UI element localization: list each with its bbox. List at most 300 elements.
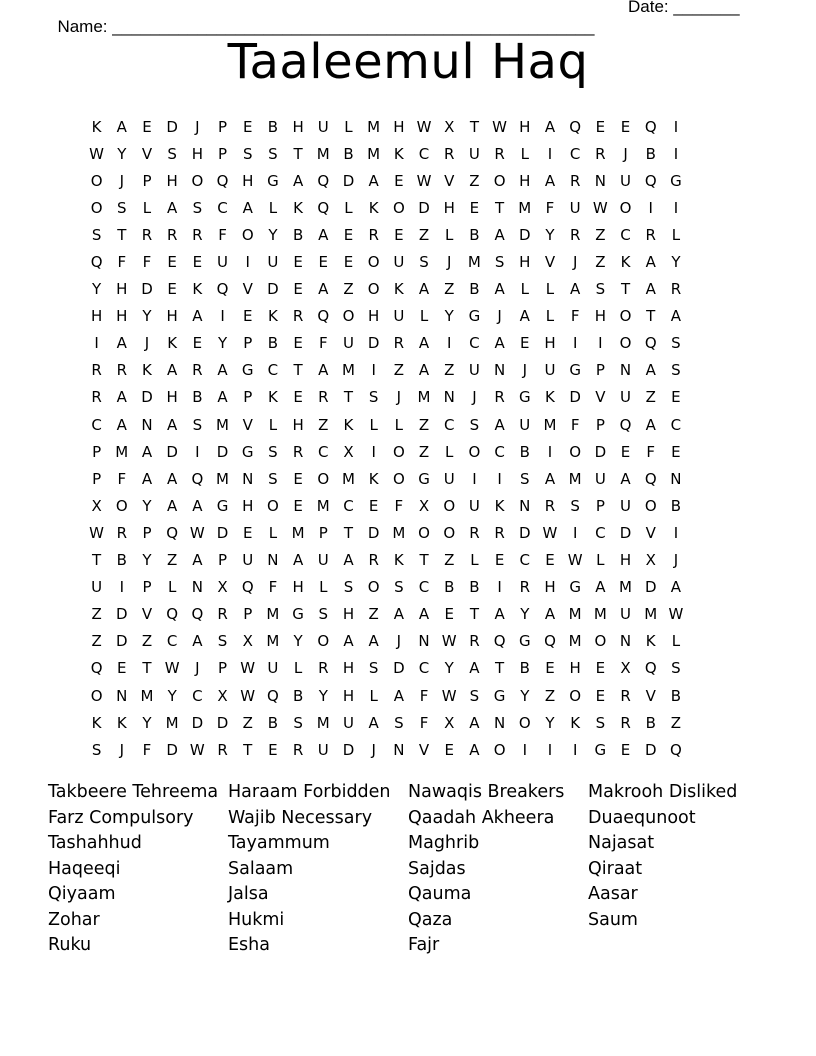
grid-letter[interactable]: Z (595, 253, 606, 272)
grid-letter[interactable]: R (292, 307, 304, 326)
grid-letter[interactable]: L (268, 523, 278, 542)
grid-letter[interactable]: N (519, 496, 531, 515)
grid-letter[interactable]: P (218, 551, 228, 570)
grid-letter[interactable]: U (594, 469, 606, 488)
grid-letter[interactable]: S (368, 659, 379, 678)
grid-letter[interactable]: L (445, 442, 454, 461)
grid-letter[interactable]: J (673, 551, 679, 570)
grid-letter[interactable]: G (468, 307, 481, 326)
grid-letter[interactable]: S (671, 334, 681, 353)
grid-letter[interactable]: H (443, 198, 455, 217)
grid-letter[interactable]: F (570, 415, 580, 434)
grid-letter[interactable]: T (293, 144, 303, 163)
grid-letter[interactable]: H (166, 171, 178, 190)
grid-letter[interactable]: H (393, 117, 405, 136)
grid-letter[interactable]: O (367, 253, 380, 272)
grid-letter[interactable]: A (544, 469, 556, 488)
grid-letter[interactable]: I (648, 198, 653, 217)
grid-letter[interactable]: E (671, 442, 681, 461)
grid-letter[interactable]: B (469, 578, 480, 597)
grid-letter[interactable]: Q (216, 171, 229, 190)
grid-letter[interactable]: L (545, 307, 555, 326)
grid-letter[interactable]: X (645, 551, 656, 570)
grid-letter[interactable]: A (217, 388, 228, 407)
grid-letter[interactable]: D (418, 198, 430, 217)
grid-letter[interactable]: E (242, 307, 253, 326)
grid-letter[interactable]: W (240, 686, 256, 705)
grid-letter[interactable]: F (117, 469, 127, 488)
grid-letter[interactable]: E (595, 117, 606, 136)
grid-letter[interactable]: B (444, 578, 455, 597)
grid-letter[interactable]: M (568, 632, 582, 651)
grid-letter[interactable]: Q (670, 740, 682, 759)
grid-letter[interactable]: R (569, 225, 581, 244)
grid-letter[interactable]: R (645, 225, 656, 244)
grid-letter[interactable]: I (119, 578, 124, 597)
grid-letter[interactable]: G (518, 632, 531, 651)
grid-letter[interactable]: R (292, 442, 304, 461)
grid-letter[interactable]: O (644, 496, 657, 515)
grid-letter[interactable]: Y (293, 632, 303, 651)
grid-letter[interactable]: Q (166, 523, 179, 542)
grid-letter[interactable]: R (368, 225, 379, 244)
grid-letter[interactable]: M (316, 496, 330, 515)
grid-letter[interactable]: X (444, 117, 455, 136)
grid-letter[interactable]: Q (166, 605, 179, 624)
grid-letter[interactable]: R (217, 740, 228, 759)
grid-letter[interactable]: O (90, 198, 103, 217)
grid-letter[interactable]: A (645, 361, 656, 380)
grid-letter[interactable]: B (192, 388, 203, 407)
grid-letter[interactable]: Q (317, 171, 330, 190)
grid-letter[interactable]: G (241, 442, 254, 461)
grid-letter[interactable]: G (670, 171, 682, 190)
grid-letter[interactable]: K (267, 307, 278, 326)
grid-letter[interactable]: E (620, 442, 631, 461)
grid-letter[interactable]: D (367, 523, 380, 542)
grid-letter[interactable]: B (267, 334, 279, 353)
grid-letter[interactable]: Z (444, 551, 455, 570)
grid-letter[interactable]: U (468, 144, 480, 163)
grid-letter[interactable]: Z (141, 632, 153, 651)
grid-letter[interactable]: N (242, 469, 254, 488)
grid-letter[interactable]: K (142, 361, 152, 380)
grid-letter[interactable]: H (292, 117, 304, 136)
grid-letter[interactable]: V (418, 740, 430, 759)
grid-letter[interactable]: A (167, 361, 178, 380)
grid-letter[interactable]: R (519, 578, 530, 597)
grid-letter[interactable]: W (668, 605, 684, 624)
grid-letter[interactable]: S (293, 713, 303, 732)
grid-letter[interactable]: F (318, 334, 328, 353)
grid-letter[interactable]: K (570, 713, 581, 732)
grid-letter[interactable]: T (117, 225, 127, 244)
grid-letter[interactable]: E (293, 280, 303, 299)
grid-letter[interactable]: L (470, 551, 479, 570)
grid-letter[interactable]: C (418, 144, 430, 163)
grid-letter[interactable]: S (494, 253, 505, 272)
grid-letter[interactable]: F (218, 225, 227, 244)
grid-letter[interactable]: G (518, 388, 531, 407)
grid-letter[interactable]: R (141, 225, 153, 244)
grid-letter[interactable]: C (418, 659, 430, 678)
grid-letter[interactable]: L (369, 415, 378, 434)
grid-letter[interactable]: Q (90, 659, 103, 678)
grid-letter[interactable]: U (393, 307, 405, 326)
grid-letter[interactable]: S (167, 144, 177, 163)
grid-letter[interactable]: Y (318, 686, 328, 705)
grid-letter[interactable]: W (441, 632, 457, 651)
grid-letter[interactable]: W (89, 523, 105, 542)
grid-letter[interactable]: N (493, 361, 506, 380)
grid-letter[interactable]: K (167, 334, 178, 353)
grid-letter[interactable]: O (392, 198, 405, 217)
grid-letter[interactable]: Q (241, 578, 254, 597)
grid-letter[interactable]: J (623, 144, 628, 163)
grid-letter[interactable]: V (544, 253, 556, 272)
grid-letter[interactable]: U (468, 361, 480, 380)
grid-letter[interactable]: B (670, 496, 682, 515)
grid-letter[interactable]: A (494, 225, 505, 244)
grid-letter[interactable]: V (242, 415, 253, 434)
grid-letter[interactable]: I (220, 307, 225, 326)
grid-letter[interactable]: Q (317, 307, 330, 326)
grid-letter[interactable]: A (393, 686, 404, 705)
grid-letter[interactable]: P (595, 415, 605, 434)
grid-letter[interactable]: A (544, 605, 556, 624)
grid-letter[interactable]: G (493, 686, 506, 705)
grid-letter[interactable]: D (519, 523, 531, 542)
grid-letter[interactable]: H (519, 171, 531, 190)
grid-letter[interactable]: Q (317, 198, 330, 217)
grid-letter[interactable]: A (469, 740, 480, 759)
grid-letter[interactable]: N (619, 361, 632, 380)
grid-letter[interactable]: K (494, 496, 505, 515)
grid-letter[interactable]: K (645, 632, 656, 651)
grid-letter[interactable]: Y (545, 225, 555, 244)
grid-letter[interactable]: T (469, 117, 479, 136)
grid-letter[interactable]: X (620, 659, 631, 678)
grid-letter[interactable]: B (645, 713, 656, 732)
grid-letter[interactable]: R (318, 659, 329, 678)
grid-letter[interactable]: P (142, 171, 152, 190)
grid-letter[interactable]: O (267, 496, 279, 515)
grid-letter[interactable]: M (316, 144, 330, 163)
grid-letter[interactable]: R (292, 740, 304, 759)
grid-letter[interactable]: E (444, 740, 454, 759)
grid-letter[interactable]: H (544, 334, 556, 353)
grid-letter[interactable]: M (115, 442, 129, 461)
grid-letter[interactable]: K (620, 253, 631, 272)
grid-letter[interactable]: Q (569, 117, 582, 136)
grid-letter[interactable]: E (343, 253, 354, 272)
grid-letter[interactable]: Y (117, 144, 127, 163)
grid-letter[interactable]: J (497, 307, 502, 326)
grid-letter[interactable]: C (192, 686, 203, 705)
grid-letter[interactable]: O (418, 523, 430, 542)
grid-letter[interactable]: B (519, 442, 530, 461)
grid-letter[interactable]: O (493, 171, 506, 190)
grid-letter[interactable]: Q (191, 605, 204, 624)
grid-letter[interactable]: W (189, 523, 205, 542)
grid-letter[interactable]: G (267, 171, 279, 190)
grid-letter[interactable]: A (217, 361, 228, 380)
grid-letter[interactable]: M (644, 605, 658, 624)
grid-letter[interactable]: R (569, 171, 581, 190)
grid-letter[interactable]: X (444, 713, 455, 732)
grid-letter[interactable]: G (292, 605, 304, 624)
grid-letter[interactable]: H (292, 578, 304, 597)
grid-letter[interactable]: U (393, 253, 405, 272)
grid-letter[interactable]: M (417, 388, 431, 407)
grid-letter[interactable]: W (416, 117, 432, 136)
grid-letter[interactable]: B (267, 117, 279, 136)
grid-letter[interactable]: K (343, 415, 354, 434)
grid-letter[interactable]: R (620, 686, 631, 705)
grid-letter[interactable]: O (241, 225, 254, 244)
grid-letter[interactable]: U (242, 551, 254, 570)
grid-letter[interactable]: M (467, 253, 481, 272)
grid-letter[interactable]: A (645, 253, 656, 272)
grid-letter[interactable]: D (569, 388, 581, 407)
grid-letter[interactable]: Z (670, 713, 682, 732)
grid-letter[interactable]: L (671, 225, 681, 244)
grid-letter[interactable]: H (191, 144, 203, 163)
grid-letter[interactable]: J (119, 171, 124, 190)
grid-letter[interactable]: A (494, 280, 505, 299)
grid-letter[interactable]: R (469, 523, 480, 542)
grid-letter[interactable]: Y (217, 334, 228, 353)
grid-letter[interactable]: J (396, 388, 402, 407)
grid-letter[interactable]: A (494, 605, 505, 624)
grid-letter[interactable]: H (242, 171, 254, 190)
grid-letter[interactable]: D (644, 740, 657, 759)
grid-letter[interactable]: T (495, 659, 505, 678)
grid-letter[interactable]: M (165, 713, 179, 732)
grid-letter[interactable]: B (469, 225, 480, 244)
grid-letter[interactable]: S (343, 578, 354, 597)
grid-letter[interactable]: D (342, 740, 355, 759)
grid-letter[interactable]: Y (142, 713, 152, 732)
grid-letter[interactable]: A (418, 280, 430, 299)
grid-letter[interactable]: C (267, 361, 279, 380)
grid-letter[interactable]: Y (167, 686, 177, 705)
grid-letter[interactable]: I (547, 144, 553, 163)
grid-letter[interactable]: A (469, 659, 480, 678)
grid-letter[interactable]: S (469, 415, 480, 434)
grid-letter[interactable]: M (341, 361, 355, 380)
grid-letter[interactable]: S (520, 469, 530, 488)
grid-letter[interactable]: C (217, 198, 228, 217)
grid-letter[interactable]: E (394, 171, 404, 190)
grid-letter[interactable]: L (268, 198, 278, 217)
grid-letter[interactable]: K (91, 117, 102, 136)
grid-letter[interactable]: X (242, 632, 253, 651)
grid-letter[interactable]: M (341, 469, 355, 488)
grid-letter[interactable]: I (522, 740, 527, 759)
grid-letter[interactable]: D (342, 171, 355, 190)
grid-letter[interactable]: I (598, 334, 603, 353)
grid-letter[interactable]: K (545, 388, 555, 407)
grid-letter[interactable]: I (673, 117, 679, 136)
grid-letter[interactable]: Q (644, 171, 657, 190)
grid-letter[interactable]: D (393, 659, 405, 678)
grid-letter[interactable]: E (192, 334, 203, 353)
grid-letter[interactable]: Y (268, 225, 278, 244)
grid-letter[interactable]: O (90, 171, 103, 190)
grid-letter[interactable]: R (494, 144, 505, 163)
grid-letter[interactable]: R (166, 225, 178, 244)
grid-letter[interactable]: A (469, 713, 480, 732)
grid-letter[interactable]: Q (644, 659, 657, 678)
grid-letter[interactable]: J (119, 740, 124, 759)
grid-letter[interactable]: R (192, 361, 203, 380)
grid-letter[interactable]: Z (91, 632, 102, 651)
grid-letter[interactable]: S (192, 198, 203, 217)
grid-letter[interactable]: B (116, 551, 127, 570)
grid-letter[interactable]: P (142, 523, 152, 542)
grid-letter[interactable]: Z (91, 605, 102, 624)
grid-letter[interactable]: O (569, 442, 582, 461)
grid-letter[interactable]: S (570, 496, 580, 515)
grid-letter[interactable]: O (594, 632, 607, 651)
grid-letter[interactable]: E (293, 469, 303, 488)
grid-letter[interactable]: U (620, 605, 632, 624)
grid-letter[interactable]: O (493, 740, 506, 759)
grid-letter[interactable]: L (394, 415, 404, 434)
grid-letter[interactable]: N (493, 713, 506, 732)
grid-letter[interactable]: A (418, 334, 430, 353)
grid-letter[interactable]: A (670, 578, 682, 597)
grid-letter[interactable]: Q (644, 117, 657, 136)
grid-letter[interactable]: I (673, 144, 679, 163)
grid-letter[interactable]: W (89, 144, 105, 163)
grid-letter[interactable]: A (670, 307, 682, 326)
grid-letter[interactable]: Y (142, 496, 152, 515)
grid-letter[interactable]: O (342, 307, 355, 326)
grid-letter[interactable]: K (267, 388, 278, 407)
grid-letter[interactable]: K (116, 713, 127, 732)
grid-letter[interactable]: S (671, 361, 681, 380)
grid-letter[interactable]: L (369, 686, 378, 705)
grid-letter[interactable]: E (167, 280, 177, 299)
grid-letter[interactable]: I (497, 469, 502, 488)
grid-letter[interactable]: U (620, 496, 632, 515)
grid-letter[interactable]: P (318, 523, 328, 542)
grid-letter[interactable]: Z (595, 225, 606, 244)
grid-letter[interactable]: E (545, 551, 555, 570)
grid-letter[interactable]: D (619, 523, 632, 542)
grid-letter[interactable]: F (117, 253, 127, 272)
grid-letter[interactable]: D (216, 523, 229, 542)
grid-letter[interactable]: N (141, 415, 153, 434)
grid-letter[interactable]: A (116, 415, 127, 434)
grid-letter[interactable]: S (91, 740, 102, 759)
grid-letter[interactable]: P (218, 117, 228, 136)
grid-letter[interactable]: A (192, 632, 203, 651)
grid-letter[interactable]: U (217, 253, 229, 272)
grid-letter[interactable]: Y (142, 307, 152, 326)
grid-letter[interactable]: M (367, 144, 381, 163)
grid-letter[interactable]: L (671, 632, 681, 651)
grid-letter[interactable]: U (317, 551, 329, 570)
grid-letter[interactable]: O (367, 280, 380, 299)
grid-letter[interactable]: D (519, 225, 531, 244)
grid-letter[interactable]: O (443, 523, 456, 542)
grid-letter[interactable]: A (368, 171, 379, 190)
grid-letter[interactable]: E (494, 551, 505, 570)
grid-letter[interactable]: U (267, 253, 279, 272)
grid-letter[interactable]: A (368, 632, 379, 651)
grid-letter[interactable]: M (619, 578, 632, 597)
grid-letter[interactable]: S (469, 686, 480, 705)
grid-letter[interactable]: E (368, 496, 379, 515)
grid-letter[interactable]: M (392, 523, 406, 542)
grid-letter[interactable]: Z (418, 225, 430, 244)
grid-letter[interactable]: S (242, 144, 253, 163)
grid-letter[interactable]: V (645, 523, 656, 542)
grid-letter[interactable]: A (192, 551, 203, 570)
grid-letter[interactable]: Z (368, 605, 379, 624)
grid-letter[interactable]: K (393, 551, 404, 570)
grid-letter[interactable]: H (368, 307, 380, 326)
grid-letter[interactable]: N (594, 171, 606, 190)
grid-letter[interactable]: G (569, 361, 581, 380)
grid-letter[interactable]: L (596, 551, 605, 570)
grid-letter[interactable]: R (544, 496, 556, 515)
grid-letter[interactable]: E (469, 198, 480, 217)
grid-letter[interactable]: L (344, 117, 353, 136)
grid-letter[interactable]: I (673, 523, 679, 542)
grid-letter[interactable]: H (242, 496, 254, 515)
grid-letter[interactable]: E (671, 388, 681, 407)
grid-letter[interactable]: Z (418, 415, 430, 434)
grid-letter[interactable]: O (443, 496, 456, 515)
grid-letter[interactable]: C (620, 225, 631, 244)
grid-letter[interactable]: M (140, 686, 154, 705)
grid-letter[interactable]: O (317, 632, 330, 651)
grid-letter[interactable]: Y (671, 253, 681, 272)
grid-letter[interactable]: S (268, 144, 278, 163)
grid-letter[interactable]: O (317, 469, 330, 488)
grid-letter[interactable]: A (645, 280, 656, 299)
grid-letter[interactable]: H (594, 307, 606, 326)
grid-letter[interactable]: P (243, 388, 253, 407)
grid-letter[interactable]: S (192, 415, 203, 434)
grid-letter[interactable]: H (544, 578, 556, 597)
grid-letter[interactable]: S (394, 713, 404, 732)
grid-letter[interactable]: E (142, 117, 152, 136)
grid-letter[interactable]: N (443, 388, 455, 407)
grid-letter[interactable]: O (619, 198, 632, 217)
grid-letter[interactable]: M (568, 469, 582, 488)
grid-letter[interactable]: R (318, 388, 329, 407)
grid-letter[interactable]: L (545, 280, 555, 299)
grid-letter[interactable]: A (292, 171, 304, 190)
grid-letter[interactable]: S (394, 578, 404, 597)
grid-letter[interactable]: Y (444, 659, 454, 678)
grid-letter[interactable]: M (216, 415, 229, 434)
grid-letter[interactable]: U (468, 496, 480, 515)
grid-letter[interactable]: A (242, 198, 253, 217)
grid-letter[interactable]: J (447, 253, 452, 272)
grid-letter[interactable]: I (472, 469, 477, 488)
grid-letter[interactable]: I (195, 442, 200, 461)
grid-letter[interactable]: E (394, 225, 404, 244)
grid-letter[interactable]: U (569, 198, 581, 217)
grid-letter[interactable]: I (94, 334, 99, 353)
grid-letter[interactable]: N (670, 469, 682, 488)
